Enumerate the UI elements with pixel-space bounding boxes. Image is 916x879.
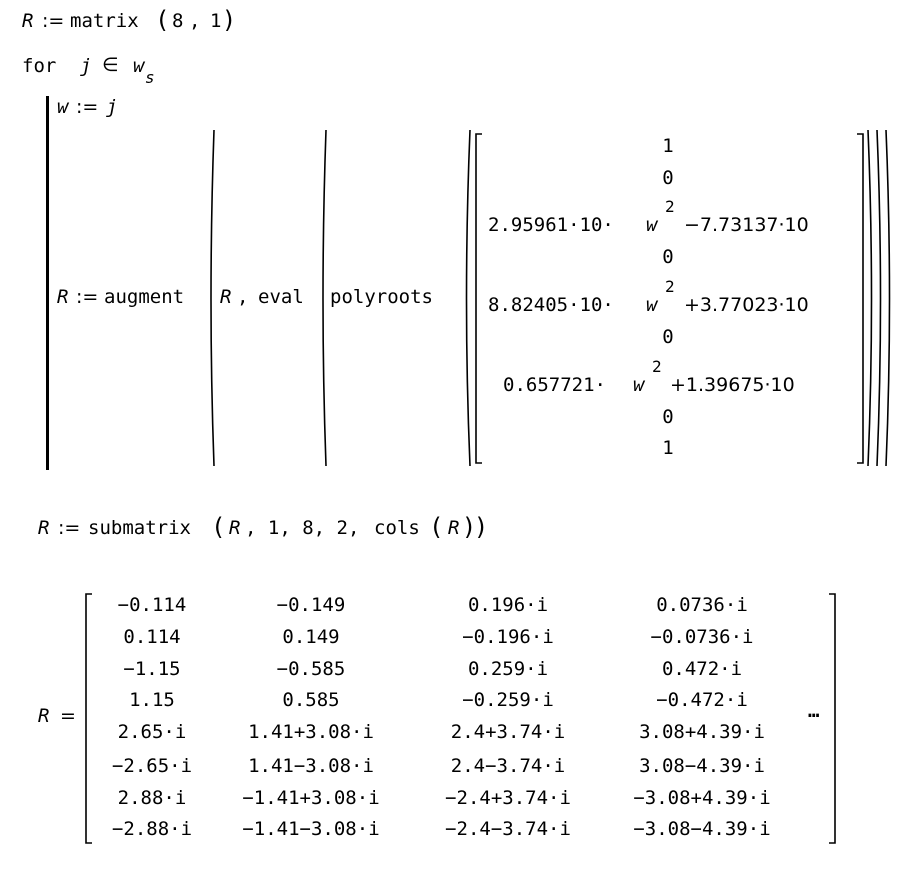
exponent: 2 (652, 357, 662, 376)
function-eval: eval (258, 286, 304, 308)
matrix-cell: 0.472·i (661, 658, 743, 680)
coefficient-var-w: w (646, 294, 658, 316)
arg-r: R (220, 286, 232, 308)
assign-operator: := (76, 96, 99, 118)
assign-operator: := (76, 286, 99, 308)
assign-operator: := (58, 517, 81, 539)
matrix-cell: −0.114 (117, 594, 187, 616)
vector-left-bracket (476, 134, 482, 463)
function-augment: augment (104, 286, 185, 308)
coefficient: 0 (662, 406, 674, 428)
coefficient: 0 (662, 246, 674, 268)
coefficient-part: +3.77023·10 (684, 294, 809, 316)
matrix-cell: 2.4+3.74·i (450, 721, 566, 743)
exponent: 2 (665, 277, 675, 296)
coefficient-part: 2.95961·10· (488, 214, 614, 236)
subscript-s: s (145, 68, 155, 87)
matrix-cell: −2.4−3.74·i (445, 818, 571, 840)
matrix-cell: 2.88·i (117, 787, 187, 809)
matrix-cell: −1.41−3.08·i (242, 818, 380, 840)
left-paren: ( (214, 513, 224, 541)
coefficient-var-w: w (646, 214, 658, 236)
comma: , (189, 10, 201, 32)
matrix-cell: 0.585 (282, 689, 340, 711)
arg-r: R (229, 517, 241, 539)
coefficient-part: +1.39675·10 (670, 374, 795, 396)
result-right-bracket (829, 594, 835, 843)
ellipsis-more-columns[interactable]: … (808, 700, 820, 722)
matrix-cell: −0.149 (276, 594, 346, 616)
matrix-cell: 1.41+3.08·i (248, 721, 374, 743)
augment-right-paren (886, 130, 890, 466)
vector-right-bracket (857, 134, 863, 463)
comma: , (237, 286, 249, 308)
var-w: w (57, 96, 69, 118)
coefficient-var-w: w (633, 374, 645, 396)
var-j: j (106, 96, 118, 118)
exponent: 2 (665, 197, 675, 216)
result-left-bracket (86, 594, 92, 843)
left-paren: ( (432, 513, 442, 541)
coefficient-part: 0.657721· (503, 374, 606, 396)
matrix-cell: 1.41−3.08·i (248, 755, 374, 777)
element-of: ∈ (102, 54, 119, 76)
eval-right-paren (877, 130, 881, 466)
function-cols: cols (374, 517, 420, 539)
arg-rows: 8 (172, 10, 184, 32)
right-paren: ) (224, 6, 234, 34)
var-r: R (38, 517, 50, 539)
right-paren: ) (464, 513, 474, 541)
args: , 1, 8, 2, (245, 517, 360, 539)
matrix-cell: 3.08+4.39·i (639, 721, 765, 743)
function-matrix: matrix (70, 10, 139, 32)
coefficient: 0 (662, 167, 674, 189)
matrix-cell: −0.585 (276, 658, 346, 680)
polyroots-left-paren (467, 130, 471, 466)
coefficient: 0 (662, 326, 674, 348)
matrix-cell: 2.4−3.74·i (450, 755, 566, 777)
matrix-cell: 1.15 (129, 689, 175, 711)
matrix-cell: −0.0736·i (650, 626, 754, 648)
matrix-cell: −3.08+4.39·i (633, 787, 771, 809)
matrix-cell: −2.88·i (111, 818, 193, 840)
right-paren: ) (476, 513, 486, 541)
matrix-cell: −0.259·i (462, 689, 554, 711)
coefficient: 1 (662, 135, 674, 157)
matrix-cell: 0.196·i (467, 594, 549, 616)
left-paren: ( (158, 6, 168, 34)
loop-var-j: j (80, 55, 92, 77)
matrix-cell: −0.472·i (656, 689, 748, 711)
matrix-cell: −1.15 (123, 658, 181, 680)
equals-sign: = (60, 705, 76, 727)
var-r: R (22, 10, 34, 32)
polyroots-right-paren (868, 130, 872, 466)
arg-cols: 1 (210, 10, 222, 32)
matrix-cell: 3.08−4.39·i (639, 755, 765, 777)
coefficient: 1 (662, 437, 674, 459)
matrix-cell: −2.4+3.74·i (445, 787, 571, 809)
augment-left-paren (211, 130, 214, 466)
eval-left-paren (323, 130, 326, 466)
matrix-cell: 2.65·i (117, 721, 187, 743)
arg-r: R (448, 517, 460, 539)
var-r: R (38, 705, 50, 727)
matrix-cell: −1.41+3.08·i (242, 787, 380, 809)
coefficient-part: 8.82405·10· (488, 294, 614, 316)
coefficient-part: −7.73137·10 (684, 214, 809, 236)
var-r: R (57, 286, 69, 308)
matrix-cell: 0.259·i (467, 658, 549, 680)
matrix-cell: 0.149 (282, 626, 340, 648)
matrix-cell: −3.08−4.39·i (633, 818, 771, 840)
function-polyroots: polyroots (330, 286, 433, 308)
function-submatrix: submatrix (88, 517, 191, 539)
matrix-cell: −2.65·i (111, 755, 193, 777)
matrix-cell: 0.114 (123, 626, 181, 648)
assign-operator: := (42, 10, 65, 32)
matrix-cell: 0.0736·i (656, 594, 748, 616)
keyword-for: for (22, 55, 57, 77)
set-w: w (133, 55, 145, 77)
matrix-cell: −0.196·i (462, 626, 554, 648)
